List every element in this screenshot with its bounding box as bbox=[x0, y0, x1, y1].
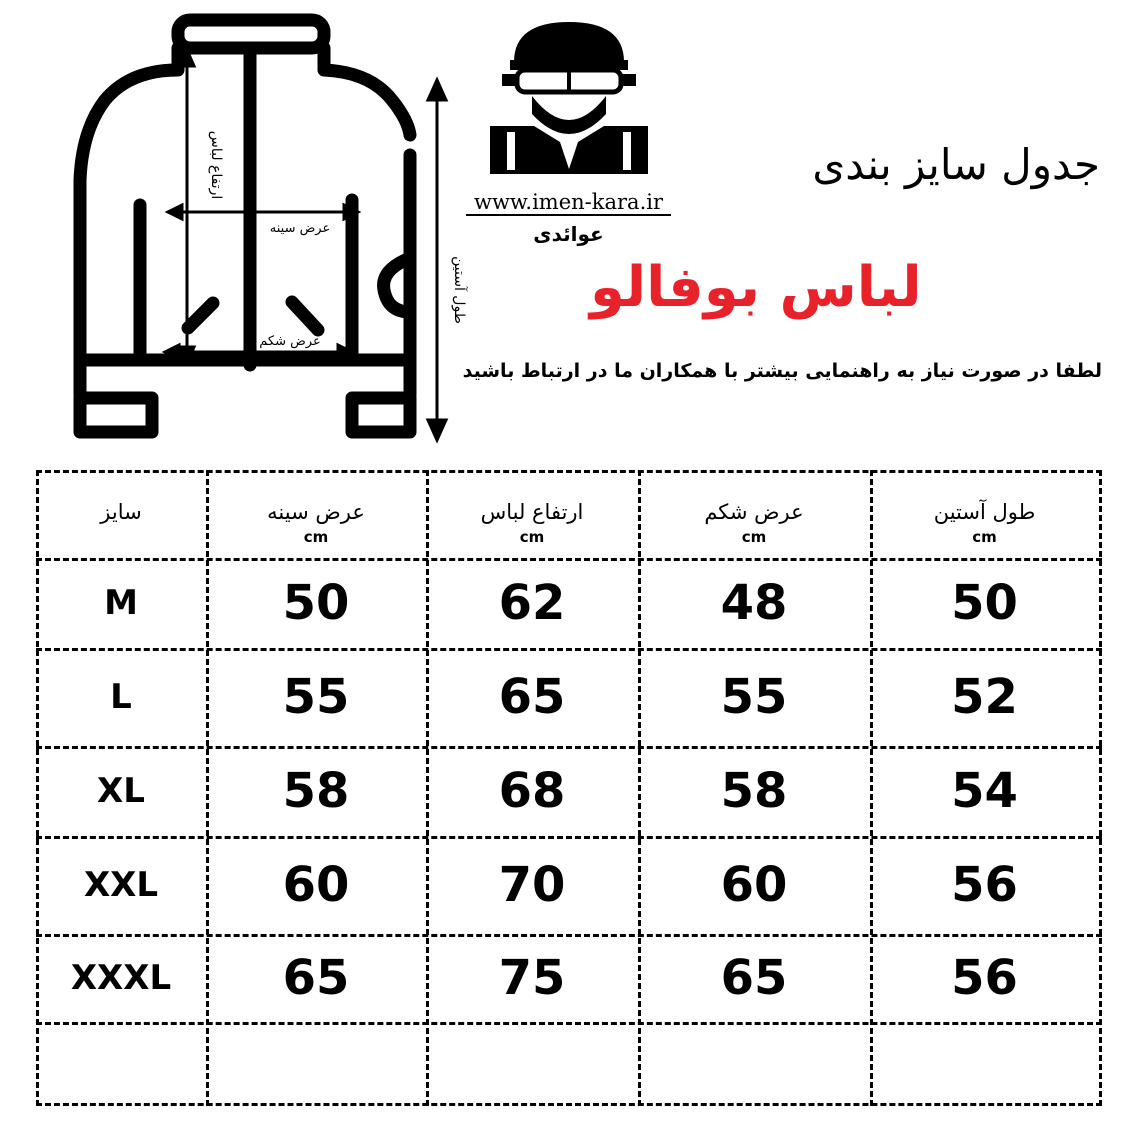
cell-body-length: 75 bbox=[498, 950, 566, 1006]
brand-logo bbox=[462, 14, 677, 254]
header-size bbox=[36, 470, 206, 560]
cell-chest-width bbox=[206, 1022, 426, 1104]
header-body-length bbox=[426, 470, 638, 560]
label-chest-width: عرض سینه bbox=[269, 221, 331, 236]
help-note: لطفا در صورت نیاز به راهنمایی بیشتر با همکاران ما در ارتباط باشید bbox=[462, 360, 1102, 382]
cell-body-length: 65 bbox=[498, 669, 566, 725]
header-label: عرض سینه bbox=[267, 500, 365, 524]
logo-divider bbox=[466, 214, 671, 216]
cell-chest-width: 55 bbox=[282, 669, 350, 725]
label-body-length: ارتفاع لباس bbox=[208, 130, 224, 200]
label-sleeve-length: طول آستین bbox=[451, 256, 467, 324]
product-title: لباس بوفالو bbox=[590, 255, 922, 320]
header-unit: cm bbox=[741, 528, 767, 546]
header-label: عرض شکم bbox=[704, 500, 804, 524]
cell-size: XXL bbox=[83, 865, 159, 905]
label-waist-width: عرض شکم bbox=[259, 334, 321, 349]
header-label: سایز bbox=[100, 500, 142, 524]
cell-waist-width bbox=[638, 1022, 870, 1104]
cell-body-length: 68 bbox=[498, 763, 566, 819]
cell-waist-width: 55 bbox=[720, 669, 788, 725]
size-table bbox=[36, 470, 1102, 1106]
cell-size bbox=[36, 1022, 206, 1104]
cell-sleeve-length: 56 bbox=[951, 857, 1018, 913]
cell-sleeve-length: 52 bbox=[951, 669, 1018, 725]
header-sleeve-length bbox=[870, 470, 1099, 560]
helmet-icon bbox=[514, 22, 624, 62]
cell-waist-width: 60 bbox=[720, 857, 788, 913]
jacket-measurement-diagram bbox=[0, 0, 480, 450]
cell-sleeve-length: 54 bbox=[951, 763, 1018, 819]
page-title: جدول سایز بندی bbox=[812, 140, 1100, 189]
cell-body-length bbox=[426, 1022, 638, 1104]
cell-chest-width: 58 bbox=[282, 763, 350, 819]
table-border-right bbox=[1099, 470, 1102, 1106]
cell-chest-width: 50 bbox=[282, 575, 350, 631]
cell-chest-width: 60 bbox=[282, 857, 350, 913]
cell-waist-width: 48 bbox=[720, 575, 788, 631]
header-waist-width bbox=[638, 470, 870, 560]
cell-body-length: 62 bbox=[498, 575, 566, 631]
header-unit: cm bbox=[519, 528, 545, 546]
logo-url[interactable]: www.imen-kara.ir bbox=[473, 190, 664, 214]
header-label: ارتفاع لباس bbox=[480, 500, 584, 524]
header-label: طول آستین bbox=[933, 500, 1036, 524]
cell-chest-width: 65 bbox=[282, 950, 350, 1006]
cell-sleeve-length bbox=[870, 1022, 1099, 1104]
cell-sleeve-length: 56 bbox=[951, 950, 1018, 1006]
header-unit: cm bbox=[303, 528, 329, 546]
jacket-outline bbox=[80, 20, 410, 432]
cell-size: XXXL bbox=[70, 958, 172, 998]
cell-size: XL bbox=[97, 771, 145, 811]
logo-brand-name: عوائدی bbox=[533, 222, 604, 246]
cell-body-length: 70 bbox=[498, 857, 566, 913]
cell-sleeve-length: 50 bbox=[951, 575, 1018, 631]
header-chest-width bbox=[206, 470, 426, 560]
cell-size: M bbox=[104, 583, 138, 623]
header-unit: cm bbox=[972, 528, 997, 546]
cell-waist-width: 65 bbox=[720, 950, 788, 1006]
cell-size: L bbox=[110, 677, 132, 717]
cell-waist-width: 58 bbox=[720, 763, 788, 819]
